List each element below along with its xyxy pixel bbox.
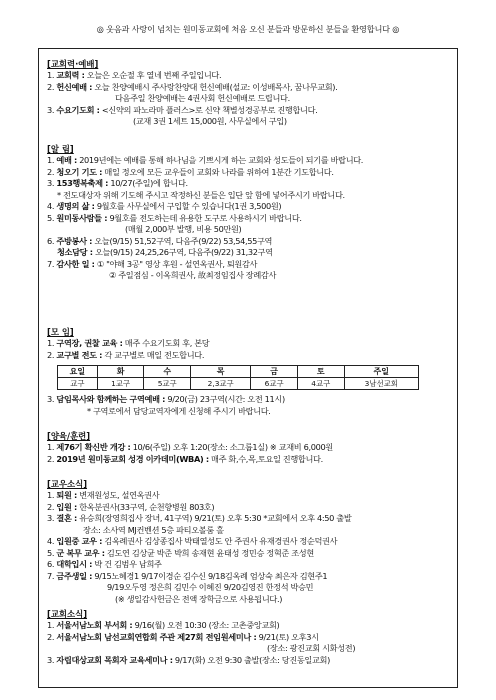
members-line-2: 2. 입원 : 한옥분권사(33구역, 순천향병원 803호): [47, 501, 215, 512]
members-line-7: 6. 대학입시 : 박 건 김범우 남희주: [47, 559, 162, 569]
section-title-worship: [교회력·예배]: [47, 59, 99, 69]
bulletin-box: [38, 48, 458, 688]
meeting-line-4: * 구역로에서 담당교역자에게 신청해 주시기 바랍니다.: [87, 405, 271, 416]
table-cell: 주일: [344, 366, 418, 378]
notice-line-6: 5. 원미동사람들 : 9월호를 전도하는데 유용한 도구로 사용하시기 바랍니다.: [47, 212, 302, 223]
section-title-meeting: [모 임]: [47, 327, 74, 337]
table-cell: 교구: [58, 378, 98, 390]
table-cell: 화: [97, 366, 144, 378]
table-cell: 3남선교회: [344, 378, 418, 390]
outside-line-4: 3. 자립대상교회 목회자 교육세미나 : 9/17(화) 오전 9:30 출발(장소: 당진동일교회): [47, 654, 330, 665]
table-row: [58, 378, 419, 390]
notice-line-1: 1. 예배 : 2019년에는 예배를 통해 하나님을 기쁘시게 하는 교회와 성도들이 되기를 바랍니다.: [47, 155, 364, 165]
outside-line-3: (장소: 광진교회 시화성전): [267, 643, 356, 653]
section-worship: [47, 59, 451, 128]
section-members: [47, 479, 451, 605]
table-cell: 요일: [58, 366, 98, 378]
members-line-1: 1. 퇴원 : 변재원성도, 설연옥권사: [47, 490, 160, 500]
section-title-outside: [교회소식]: [47, 609, 88, 619]
evangelism-schedule-table: [57, 365, 419, 390]
meeting-line-3: 3. 담임목사와 함께하는 구역예배 : 9/20(금) 23구역(시간: 오전 11시): [47, 394, 285, 404]
worship-line-4: 3. 수요기도회 : <신약의 파노라마 플러스>로 신약 책별성경공부로 진행합니다.: [47, 104, 318, 115]
section-meeting-after: [47, 394, 451, 417]
notice-line-5: 4. 생명의 삶 : 9월호를 사무실에서 구입할 수 있습니다(1권 3,500원): [47, 201, 282, 211]
notice-line-9: 청소담당 : 오늘(9/15) 24,25,26구역, 다음주(9/22) 31,32구역: [57, 247, 273, 257]
members-line-5: 4. 입원중 교우 : 김옥례권사 김상종집사 박태열성도 안 주권사 유재경권사 정순덕권사: [47, 536, 338, 546]
training-line-2: 2. 2019년 원미동교회 성경 이카데미(WBA) : 매주 화,수,목,토요일 진행합니다.: [47, 453, 323, 464]
meeting-line-1: 1. 구역장, 권찰 교육 : 매주 수요기도회 후, 본당: [47, 338, 210, 348]
table-row: [58, 366, 419, 378]
table-cell: 4교구: [297, 378, 344, 390]
notice-line-7: (매월 2,000부 발행, 비용 50만원): [125, 224, 242, 234]
worship-line-1: 1. 교회력 : 오늘은 오순절 후 열네 번째 주일입니다.: [47, 70, 222, 80]
members-line-8: 7. 금주생일 : 9/15노혜경1 9/17이경순 김수신 9/18김옥례 엄상숙 최은자 김현주1: [47, 570, 328, 581]
table-cell: 수: [144, 366, 191, 378]
table-cell: 5교구: [144, 378, 191, 390]
table-cell: 금: [251, 366, 298, 378]
notice-line-2: 2. 청오기 기도 : 매일 정오에 모든 교우들이 교회와 나라를 위하여 1분간 기도합니다.: [47, 166, 334, 177]
members-line-10: (※ 생일감사헌금은 전액 장학금으로 사용됩니다.): [115, 593, 283, 604]
section-notice: [47, 144, 451, 282]
table-cell: 2,3교구: [191, 378, 251, 390]
worship-line-2: 2. 헌신예배 : 오늘 찬양예배시 주사랑찬양대 헌신예배(설교: 이성배목사, 꿈나무교회).: [47, 81, 338, 92]
notice-line-11: ② 주일점심 - 이옥희권사, 故최정임집사 장례감사: [109, 270, 277, 280]
meeting-line-2: 2. 교구별 전도 : 각 교구별로 매일 전도합니다.: [47, 349, 205, 360]
section-outside: [47, 609, 451, 666]
section-title-members: [교우소식]: [47, 479, 88, 489]
section-meeting: [47, 327, 451, 361]
table-cell: 6교구: [251, 378, 298, 390]
table-cell: 목: [191, 366, 251, 378]
training-line-1: 1. 제76기 확신반 개강 : 10/6(주일) 오후 1:20(장소: 소그룹1실) ※ 교재비 6,000원: [47, 442, 333, 452]
notice-line-10: 7. 감사한 일 : ① "야해 3공" 영상 후원 - 설연옥권사, 퇴원감사: [47, 258, 258, 269]
table-cell: 토: [297, 366, 344, 378]
notice-line-4: * 전도대상자 위해 기도해 주시고 작정하신 분들은 입단 앞 함에 넣어주시기 바랍니다.: [57, 189, 345, 200]
worship-line-3: 다음주일 찬양예배는 4권사회 헌신예배로 드립니다.: [115, 93, 290, 103]
welcome-header: ◎ 웃음과 사랑이 넘치는 원미동교회에 처음 오신 분들과 방문하신 분들을 환영합니다 ◎: [96, 24, 400, 34]
outside-line-1: 1. 서울서남노회 부서회 : 9/16(월) 오전 10:30 (장소: 고촌중앙교회): [47, 620, 280, 630]
table-cell: 1교구: [97, 378, 144, 390]
notice-line-8: 6. 주방봉사 : 오늘(9/15) 51,52구역, 다음주(9/22) 53,54,55구역: [47, 235, 273, 246]
outside-line-2: 2. 서울서남노회 남선교회연합회 주관 제27회 전임원세미나 : 9/21(토) 오후3시: [47, 631, 319, 642]
members-line-6: 5. 군 복무 교우 : 김도연 김상균 박준 박희 송재현 윤태성 정민승 정혁준 조성현: [47, 547, 314, 558]
section-title-training: [양육/훈련]: [47, 431, 91, 441]
notice-line-3: 3. 153행복축제 : 10/27(주일)에 합니다.: [47, 178, 188, 188]
members-line-9: 9/19오두영 정은희 김민수 이혜진 9/20김영진 한정석 박승민: [107, 582, 314, 592]
section-training: [47, 431, 451, 465]
members-line-3: 3. 결혼 : 유승희(장영희집사 장녀, 41구역) 9/21(토) 오후 5:30 *교회에서 오후 4:50 출발: [47, 513, 352, 523]
section-title-notice: [알 림]: [47, 144, 74, 154]
members-line-4: 장소: 소사역 MJ컨벤션 5층 파티오볼룸 홀: [83, 524, 224, 535]
worship-line-5: (교재 3권 1세트 15,000원, 사무실에서 구입): [133, 116, 287, 126]
